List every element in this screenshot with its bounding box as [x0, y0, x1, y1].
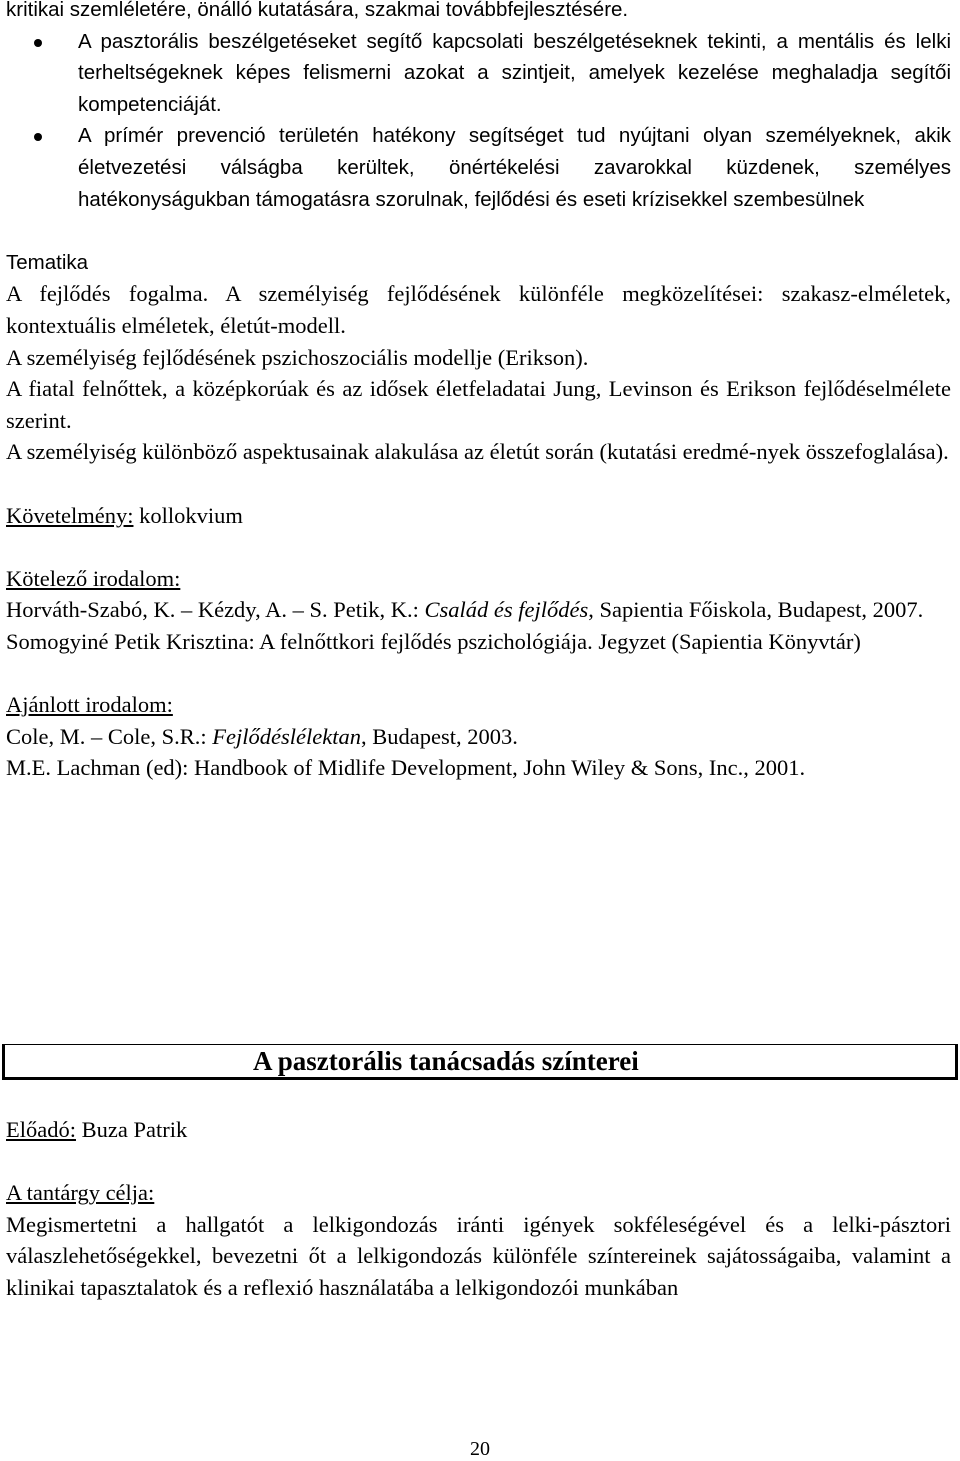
top-line: kritikai szemléletére, önálló kutatására, szakmai továbbfejlesztésére.: [6, 0, 629, 21]
reference-item: [6, 752, 951, 784]
course-title-box: [2, 1044, 958, 1080]
tematika-heading: Tematika: [6, 250, 89, 274]
reference-item: [6, 626, 951, 658]
reference-authors: Cole, M. – Cole, S.R.:: [6, 723, 213, 749]
reference-title: Fejlődéslélektan: [212, 723, 361, 749]
tematika-paragraph: A fiatal felnőttek, a középkorúak és az idősek életfeladatai Jung, Levinson és Erikson fejlődéselmélete szerint.: [6, 376, 951, 433]
cel-text: Megismertetni a hallgatót a lelkigondozás iránti igények sokféleségével és a lelki-pásztori válaszlehetőségekkel, bevezetni őt a lelkigondozás különféle színtereinek sajátosságaiba, valamint a klinikai tapasztalatok és a reflexió használatába a lelkigondozói munkában: [6, 1211, 951, 1300]
kovetelmeny-value: kollokvium: [133, 502, 243, 528]
bullet-item: [78, 120, 951, 215]
bullet-icon: [34, 39, 42, 47]
reference-title: Család és fejlődés: [424, 597, 589, 623]
kovetelmeny-label: Követelmény:: [6, 502, 134, 528]
course-title: A pasztorális tanácsadás színterei: [253, 1046, 639, 1076]
reference-item: [6, 594, 951, 626]
cel-heading: A tantárgy célja:: [6, 1180, 155, 1206]
bullet-text: A prímér prevenció területén hatékony segítséget tud nyújtani olyan személyeknek, akik életvezetési válságba kerültek, önértékelési zavarokkal küzdenek, személyes hatékonyságukban támogatásra szorulnak, fejlődési és eseti krízisekkel szembesülnek: [78, 124, 951, 211]
bullet-item: [78, 26, 951, 121]
reference-authors: Somogyiné Petik Krisztina: A felnőttkori fejlődés pszichológiája. Jegyzet (Sapientia Könyvtár): [6, 628, 861, 654]
kovetelmeny-line: [6, 500, 951, 532]
course-details: [6, 1114, 951, 1304]
bullet-list: [6, 26, 951, 216]
kotelezo-heading: Kötelező irodalom:: [6, 565, 181, 591]
tematika-paragraph: A fejlődés fogalma. A személyiség fejlődésének különféle megközelítései: szakasz-elméletek, kontextuális elméletek, életút-modell.: [6, 281, 951, 338]
page-body: [6, 0, 951, 784]
reference-publisher: , Sapientia Főiskola, Budapest, 2007.: [588, 597, 924, 623]
eloado-label: Előadó:: [6, 1117, 76, 1142]
bullet-icon: [34, 133, 42, 141]
reference-item: [6, 721, 951, 753]
page-number: 20: [470, 1438, 490, 1460]
bullet-text: A pasztorális beszélgetéseket segítő kapcsolati beszélgetéseknek tekinti, a mentális és lelki terheltségeknek képes felismerni azokat a szintjeit, amelyek kezelése meghaladja segítői kompetenciáját.: [78, 29, 951, 116]
eloado-line: [6, 1114, 951, 1146]
tematika-paragraph: A személyiség fejlődésének pszichoszociális modellje (Erikson).: [6, 344, 589, 370]
reference-authors: Horváth-Szabó, K. – Kézdy, A. – S. Petik, K.:: [6, 597, 425, 623]
reference-authors: M.E. Lachman (ed): Handbook of Midlife Development, John Wiley & Sons, Inc., 2001.: [6, 755, 806, 781]
eloado-value: Buza Patrik: [75, 1117, 188, 1142]
reference-publisher: , Budapest, 2003.: [360, 723, 518, 749]
tematika-paragraph: A személyiség különböző aspektusainak alakulása az életút során (kutatási eredmé-nyek összefoglalása).: [6, 439, 949, 465]
ajanlott-heading: Ajánlott irodalom:: [6, 692, 173, 718]
